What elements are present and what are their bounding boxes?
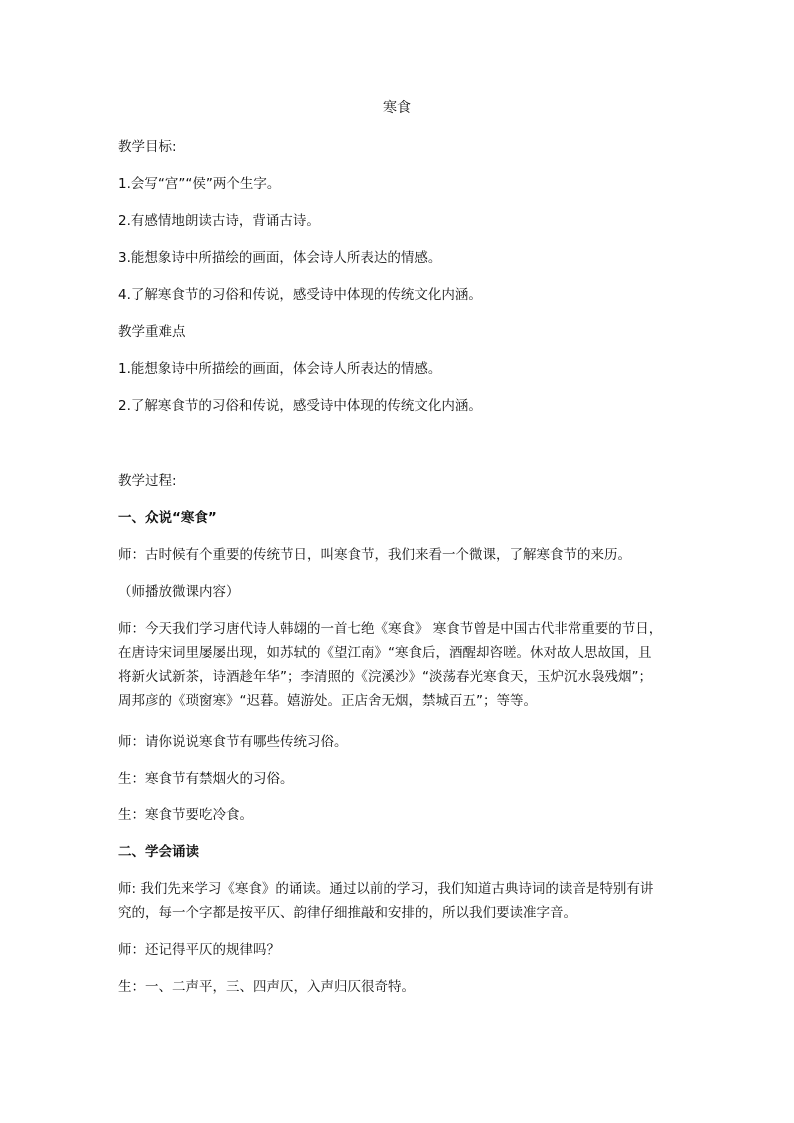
paragraph-line: 师: 我们先来学习《寒食》的诵读。通过以前的学习，我们知道古典诗词的读音是特别有讲 [118,881,654,897]
section-heading-1: 一、众说“寒食” [118,510,217,526]
paragraph: 生：一、二声平，三、四声仄，入声归仄很奇特。 [118,979,415,995]
key-points-heading: 教学重难点 [118,324,186,340]
paragraph-line: 师：今天我们学习唐代诗人韩翃的一首七绝《寒食》 寒食节曾是中国古代非常重要的节日， [118,621,663,637]
paragraph: 师：请你说说寒食节有哪些传统习俗。 [118,734,348,750]
paragraph-line: 究的，每一个字都是按平仄、韵律仔细推敲和安排的，所以我们要读准字音。 [118,905,577,921]
goal-item-4: 4.了解寒食节的习俗和传说，感受诗中体现的传统文化内涵。 [118,287,482,303]
goal-item-1: 1.会写“宫”“侯”两个生字。 [118,176,281,192]
goal-item-2: 2.有感情地朗读古诗，背诵古诗。 [118,213,320,229]
goal-item-3: 3.能想象诗中所描绘的画面，体会诗人所表达的情感。 [118,250,442,266]
paragraph: 师：古时候有个重要的传统节日，叫寒食节，我们来看一个微课，了解寒食节的来历。 [118,547,631,563]
paragraph-line: 将新火试新茶，诗酒趁年华”；李清照的《浣溪沙》“淡荡春光寒食天，玉炉沉水袅残烟”； [118,669,652,685]
key-point-item-1: 1.能想象诗中所描绘的画面，体会诗人所表达的情感。 [118,361,442,377]
paragraph: 师：还记得平仄的规律吗？ [118,942,280,958]
paragraph: 生：寒食节有禁烟火的习俗。 [118,771,294,787]
paragraph-note: （师播放微课内容） [118,584,240,600]
paragraph: 生：寒食节要吃冷食。 [118,807,253,823]
paragraph-multiline [118,877,678,925]
process-heading: 教学过程: [118,473,177,489]
paragraph-multiline [118,617,678,713]
paragraph-line: 周邦彦的《琐窗寒》“迟暮。嬉游处。正店舍无烟，禁城百五”；等等。 [118,693,537,709]
document-title: 寒食 [383,100,411,116]
goals-heading: 教学目标: [118,139,177,155]
key-point-item-2: 2.了解寒食节的习俗和传说，感受诗中体现的传统文化内涵。 [118,398,482,414]
section-heading-2: 二、学会诵读 [118,844,199,860]
paragraph-line: 在唐诗宋词里屡屡出现，如苏轼的《望江南》“寒食后，酒醒却咨嗟。休对故人思故国，且 [118,645,652,661]
